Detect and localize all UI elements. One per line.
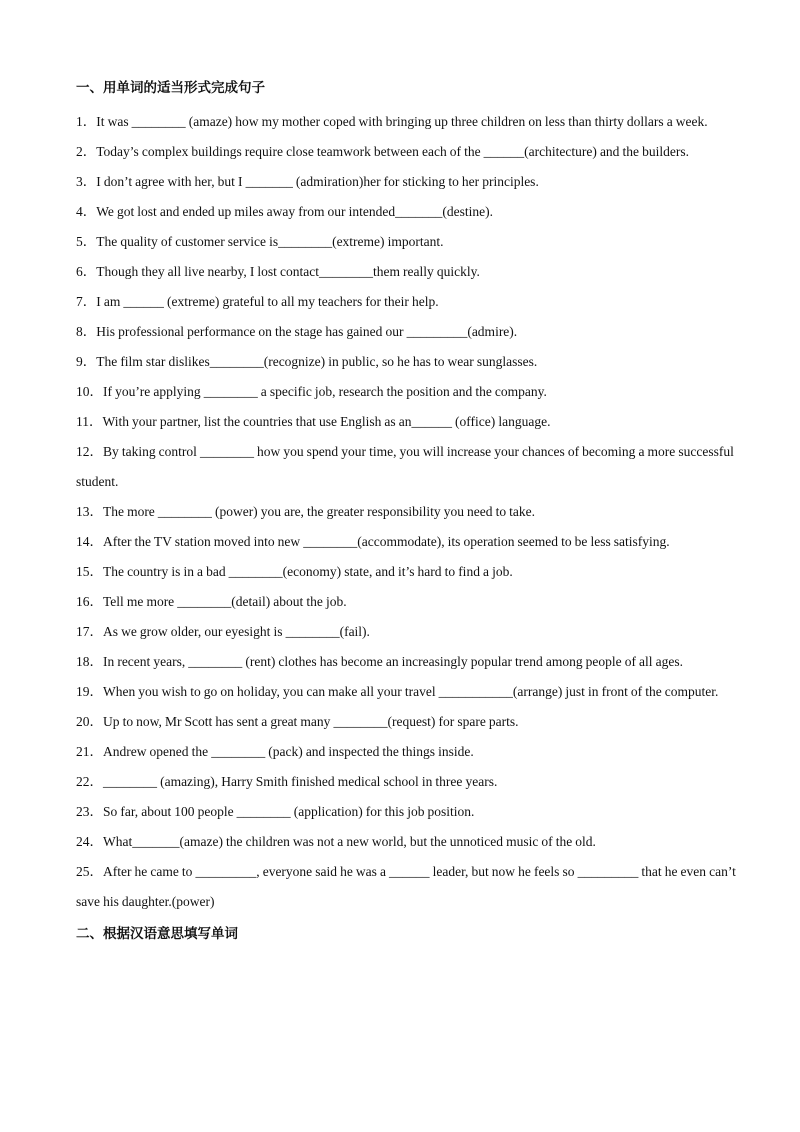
question-text: As we grow older, our eyesight is ________(fail). [103,624,370,639]
section-1-heading: 一、用单词的适当形式完成句子 [76,80,265,96]
question-item [76,167,736,197]
question-number: 2． [76,144,97,159]
question-item [76,137,736,167]
question-number: 18． [76,654,103,669]
question-item [76,827,736,857]
question-text: Up to now, Mr Scott has sent a great many ________(request) for spare parts. [103,714,519,729]
question-text: We got lost and ended up miles away from our intended_______(destine). [96,204,493,219]
question-text: If you’re applying ________ a specific job, research the position and the company. [103,384,547,399]
question-item [76,767,736,797]
question-number: 3． [76,174,97,189]
question-item [76,707,736,737]
question-text: I am ______ (extreme) grateful to all my teachers for their help. [96,294,439,309]
question-item [76,347,736,377]
question-item [76,617,736,647]
question-item [76,437,736,497]
question-text: Andrew opened the ________ (pack) and inspected the things inside. [103,744,474,759]
question-text: So far, about 100 people ________ (application) for this job position. [103,804,475,819]
question-item [76,377,736,407]
question-text: The film star dislikes________(recognize) in public, so he has to wear sunglasses. [96,354,538,369]
question-item [76,227,736,257]
question-number: 25． [76,864,103,879]
question-list [76,107,736,917]
question-item [76,737,736,767]
section-2-heading: 二、根据汉语意思填写单词 [76,926,238,942]
worksheet-page [76,78,736,953]
question-text: The country is in a bad ________(economy) state, and it’s hard to find a job. [103,564,513,579]
question-item [76,497,736,527]
question-item [76,407,736,437]
question-item [76,857,736,917]
question-text: Tell me more ________(detail) about the job. [103,594,347,609]
question-number: 4． [76,204,97,219]
question-item [76,197,736,227]
question-text: What_______(amaze) the children was not a new world, but the unnoticed music of the old. [103,834,596,849]
question-text: After the TV station moved into new ________(accommodate), its operation seemed to be less satisfying. [103,534,670,549]
question-item [76,557,736,587]
question-text: It was ________ (amaze) how my mother coped with bringing up three children on less than thirty dollars a week. [96,114,708,129]
question-item [76,587,736,617]
question-item [76,647,736,677]
question-item [76,317,736,347]
question-item [76,287,736,317]
question-item [76,797,736,827]
question-item [76,527,736,557]
question-text: The quality of customer service is________(extreme) important. [96,234,444,249]
question-item [76,107,736,137]
question-number: 23． [76,804,103,819]
question-text: With your partner, list the countries that use English as an______ (office) language. [102,414,551,429]
question-text: Today’s complex buildings require close teamwork between each of the ______(architecture) and the builders. [96,144,689,159]
question-number: 5． [76,234,97,249]
question-number: 11． [76,414,103,429]
question-text: Though they all live nearby, I lost contact________them really quickly. [96,264,480,279]
question-text: The more ________ (power) you are, the greater responsibility you need to take. [103,504,536,519]
question-number: 10． [76,384,103,399]
question-text: In recent years, ________ (rent) clothes has become an increasingly popular trend among people of all ages. [103,654,683,669]
question-number: 20． [76,714,103,729]
question-number: 14． [76,534,103,549]
question-number: 13． [76,504,103,519]
question-number: 9． [76,354,97,369]
question-text: When you wish to go on holiday, you can make all your travel ___________(arrange) just in front of the computer. [103,684,719,699]
question-text: ________ (amazing), Harry Smith finished medical school in three years. [103,774,498,789]
question-number: 21． [76,744,103,759]
question-number: 8． [76,324,97,339]
question-number: 19． [76,684,103,699]
question-number: 16． [76,594,103,609]
question-number: 1． [76,114,97,129]
question-number: 12． [76,444,103,459]
question-text: After he came to _________, everyone said he was a ______ leader, but now he feels so _________ that he even can’t save his daughter.(power) [76,864,736,909]
question-number: 15． [76,564,103,579]
question-item [76,677,736,707]
question-number: 22． [76,774,103,789]
question-number: 7． [76,294,97,309]
question-number: 17． [76,624,103,639]
question-text: By taking control ________ how you spend your time, you will increase your chances of becoming a more successful student. [76,444,734,489]
question-number: 6． [76,264,97,279]
question-text: I don’t agree with her, but I _______ (admiration)her for sticking to her principles. [96,174,539,189]
question-text: His professional performance on the stage has gained our _________(admire). [96,324,518,339]
question-item [76,257,736,287]
question-number: 24． [76,834,103,849]
